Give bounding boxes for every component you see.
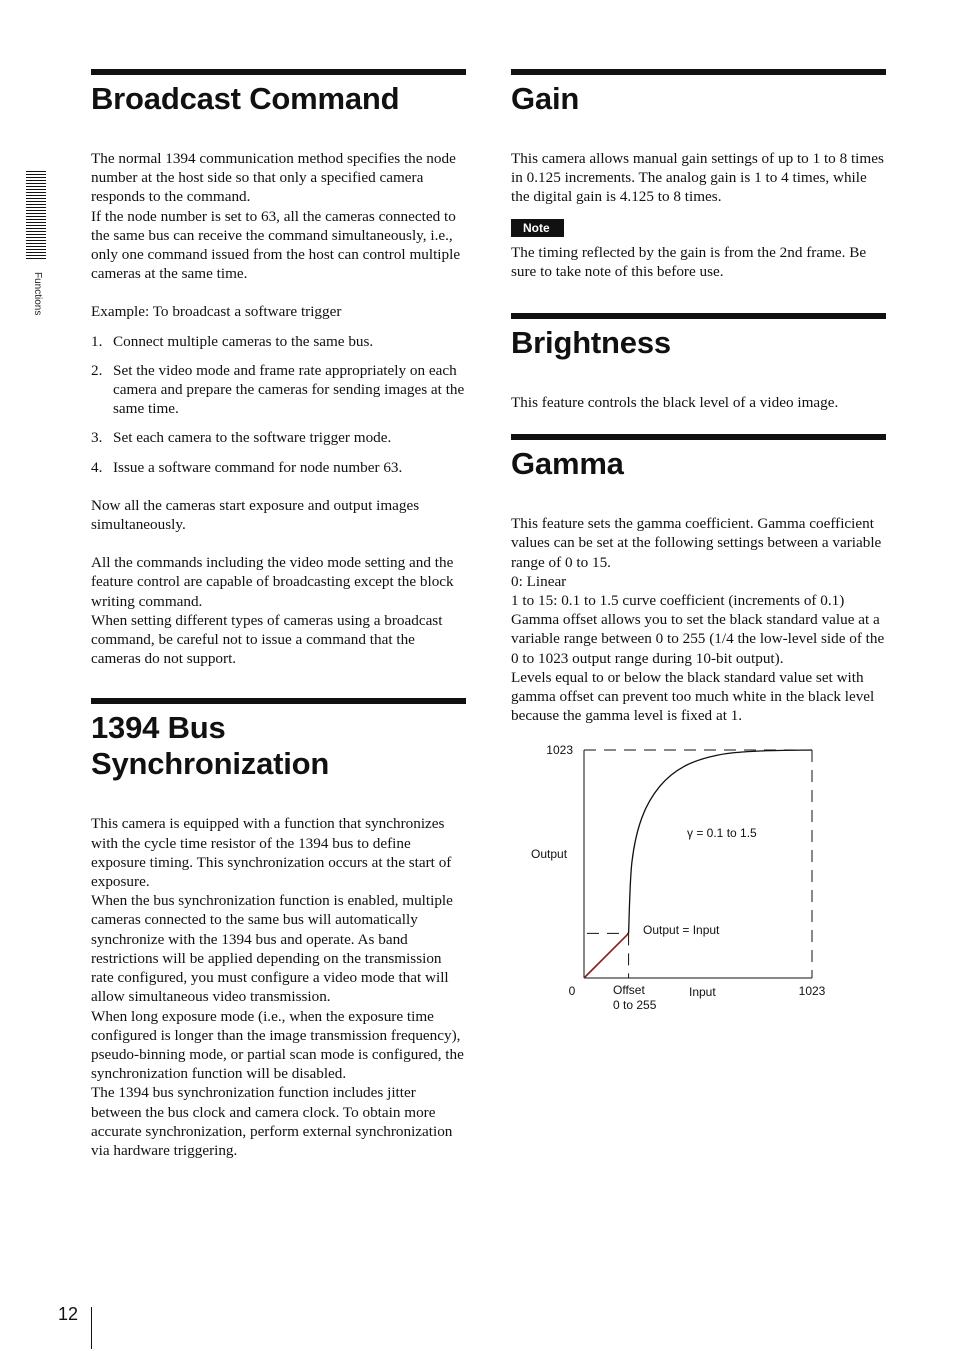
bus-sync-section [91,698,466,1160]
gamma-curve-chart [520,735,840,1025]
gain-heading: Gain [511,81,580,116]
section-rule [511,434,886,440]
offset-range-annotation: 0 to 255 [613,998,657,1012]
broadcast-paragraph-4: All the commands including the video mode setting and the feature control are capable of broadcasting except the block writing command. [91,554,454,610]
section-rule [91,698,466,704]
list-item: 3. Set each camera to the software trigger mode. [91,429,392,447]
gamma-paragraph-4: Gamma offset allows you to set the black standard value at a variable range between 0 to 255 (1/4 the low-level side of the 0 to 1023 output range during 10-bit output). [511,611,885,667]
list-item: 4. Issue a software command for node number 63. [91,458,403,476]
page-number-divider [91,1307,92,1349]
bus-sync-paragraph-3: When long exposure mode (i.e., when the exposure time configured is longer than the image transmission frequency), pseudo-binning mode, or partial scan mode is configured, the synchronization function will be disabled. [91,1007,464,1083]
broadcast-command-heading: Broadcast Command [91,81,400,116]
bus-sync-paragraph-2: When the bus synchronization function is enabled, multiple cameras connected to the same bus will automatically synchronize with the 1394 bus and operate. As band restrictions will be applied depending on the transmission rate configured, you must configure a video mode that will allow simultaneous video transmission. [91,892,453,1006]
gamma-section [511,434,886,725]
broadcast-example-label: Example: To broadcast a software trigger [91,303,342,321]
gamma-paragraph-5: Levels equal to or below the black standard value set with gamma offset can prevent too much white in the black level because the gamma level is fixed at 1. [511,668,875,725]
gain-section [511,69,886,281]
linear-annotation: Output = Input [643,923,720,937]
chart-series [584,750,812,978]
brightness-paragraph-1: This feature controls the black level of a video image. [511,394,839,412]
broadcast-steps-list [91,332,466,477]
gamma-paragraph-3: 1 to 15: 0.1 to 1.5 curve coefficient (increments of 0.1) [511,592,845,610]
page-number: 12 [58,1304,79,1324]
gamma-range-annotation: γ = 0.1 to 1.5 [687,826,757,840]
brightness-section [511,313,886,412]
x-tick-label-max: 1023 [798,984,826,998]
brightness-heading: Brightness [511,325,671,361]
broadcast-paragraph-5: When setting different types of cameras using a broadcast command, be careful not to issue a command that the cameras do not support. [91,611,443,668]
broadcast-command-section [91,69,466,668]
left-column [91,69,466,1160]
y-tick-label: 1023 [546,743,573,757]
side-section-label: Functions [32,272,43,316]
linear-series-line [584,933,629,978]
bus-sync-paragraph-4: The 1394 bus synchronization function includes jitter between the bus clock and camera clock. To obtain more accurate synchronization, perform external synchronization via hardware triggering. [91,1084,453,1159]
x-axis-label: Input [689,985,716,999]
broadcast-paragraph-3: Now all the cameras start exposure and output images simultaneously. [91,496,420,534]
gain-paragraph-1: This camera allows manual gain settings of up to 1 to 8 times in 0.125 increments. The analog gain is 1 to 4 times, while the digital gain is 4.125 to 8 times. [511,150,884,206]
right-column [511,69,886,725]
side-tab-marker [26,171,46,259]
section-rule [511,313,886,319]
list-item: 1. Connect multiple cameras to the same bus. [91,332,374,350]
broadcast-paragraph-1: The normal 1394 communication method specifies the node number at the host side so that only a specified camera responds to the command. [91,150,456,206]
gamma-series-line [629,750,812,933]
y-axis-label: Output [531,847,568,861]
note-badge: Note [511,219,564,237]
section-rule [511,69,886,75]
bus-sync-heading: 1394 Bus Synchronization [91,710,330,782]
list-item: 2. Set the video mode and frame rate appropriately on each camera and prepare the cameras for sending images at the same time. [91,361,465,418]
offset-annotation: Offset [613,983,645,997]
broadcast-paragraph-2: If the node number is set to 63, all the cameras connected to the same bus can receive the command simultaneously, i.e., only one command issued from the host can control multiple cameras at the same time. [91,207,461,283]
section-rule [91,69,466,75]
gamma-paragraph-2: 0: Linear [511,572,567,590]
bus-sync-paragraph-1: This camera is equipped with a function that synchronizes with the cycle time resistor of the 1394 bus to define exposure timing. This synchronization occurs at the start of exposure. [91,815,452,891]
gamma-heading: Gamma [511,446,624,482]
gain-note-text: The timing reflected by the gain is from the 2nd frame. Be sure to take note of this before use. [511,243,867,280]
x-tick-label-0: 0 [568,984,576,998]
gamma-paragraph-1: This feature sets the gamma coefficient. Gamma coefficient values can be set at the following settings between a variable range of 0 to 15. [511,515,882,571]
